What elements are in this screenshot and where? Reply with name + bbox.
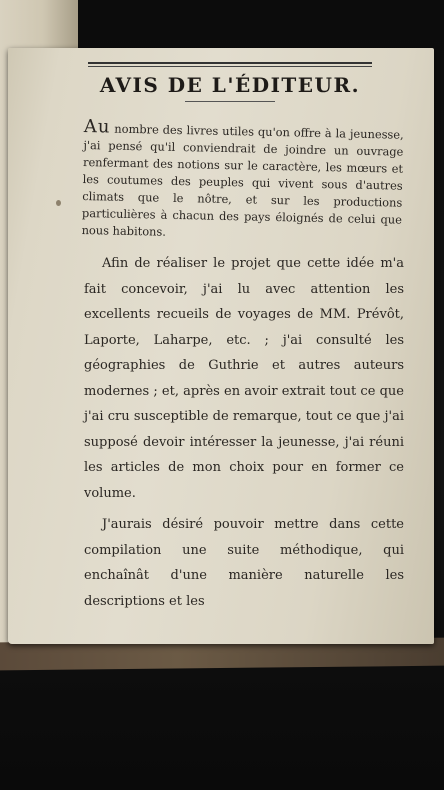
heading-rule-thick <box>88 62 372 64</box>
title-underline <box>185 101 275 102</box>
paragraph-1-text: nombre des livres utiles qu'on offre à la jeunesse, j'ai pensé qu'il conviendrait de joindre un ouvrage renfermant des notions sur le caractère, les mœurs et les coutumes des peuples qui vivent sous d'autres climats que le nôtre, et sur les productions particulières à chacun des pays éloignés de celui que nous habitons. <box>81 121 404 239</box>
body-text <box>81 116 404 620</box>
paragraph-initial: Au <box>83 116 111 138</box>
paragraph-3: J'aurais désiré pouvoir mettre dans cette compilation une suite méthodique, qui enchaînât d'une manière naturelle les descriptions et les <box>84 517 404 609</box>
paragraph-2: Afin de réaliser le projet que cette idée m'a fait concevoir, j'ai lu avec attention les excellents recueils de voyages de MM. Prévôt, Laporte, Laharpe, etc. ; j'ai consulté les géographies de Guthrie et autres auteurs modernes ; et, après en avoir extrait tout ce que j'ai cru susceptible de remarque, tout ce que j'ai supposé devoir intéresser la jeunesse, j'ai réuni les articles de mon choix pour en former ce volume. <box>84 256 404 501</box>
paper-stain <box>56 200 61 206</box>
heading-block <box>88 62 372 102</box>
page-title: AVIS DE L'ÉDITEUR. <box>99 73 361 97</box>
paragraph-1 <box>81 118 403 246</box>
heading-rule-thin <box>88 66 372 67</box>
